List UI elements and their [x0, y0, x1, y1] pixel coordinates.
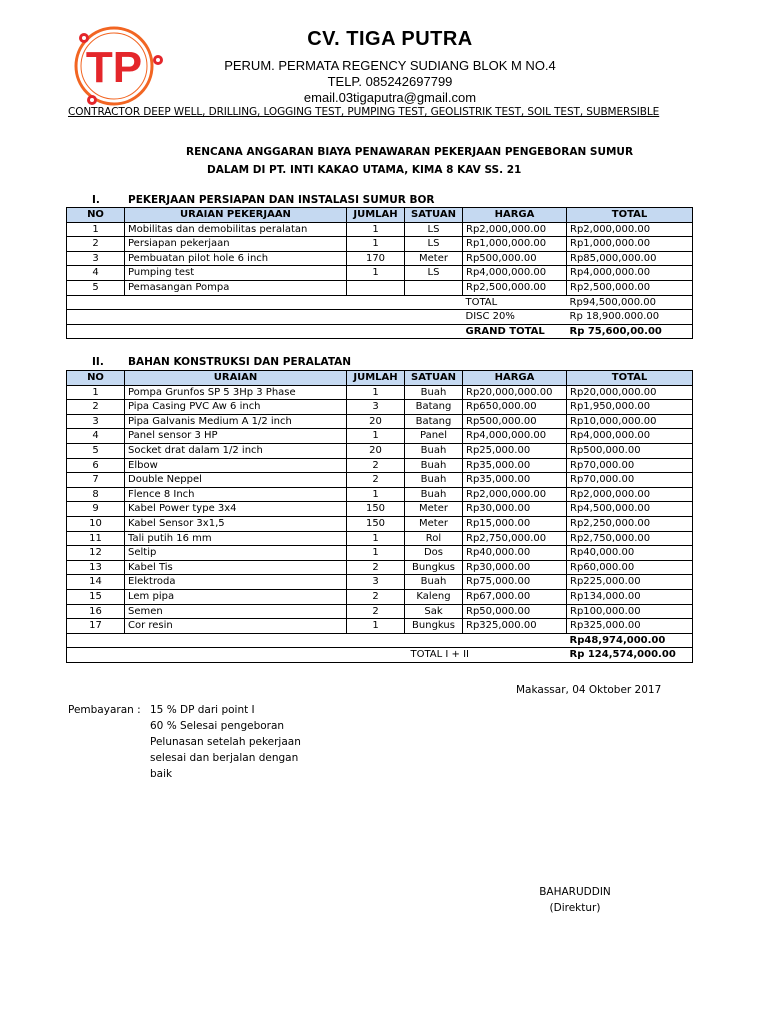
table-cell: Cor resin [125, 619, 347, 634]
table-cell: 1 [347, 487, 405, 502]
table-cell: Rp2,250,000.00 [567, 516, 693, 531]
table-cell: 9 [67, 502, 125, 517]
document-date: Makassar, 04 Oktober 2017 [516, 684, 662, 696]
table-cell: Rp20,000,000.00 [567, 385, 693, 400]
table-cell: Rp85,000,000.00 [567, 251, 693, 266]
table-cell: 1 [67, 385, 125, 400]
table-cell: 2 [347, 458, 405, 473]
section2-title: BAHAN KONSTRUKSI DAN PERALATAN [128, 356, 352, 368]
table-row [67, 619, 693, 634]
table-row [67, 251, 693, 266]
table-cell: Rp2,500,000.00 [567, 280, 693, 295]
column-header: TOTAL [567, 371, 693, 386]
table-cell: Sak [405, 604, 463, 619]
table-cell: 1 [347, 531, 405, 546]
table-row [67, 473, 693, 488]
summary-spacer [67, 310, 463, 325]
table-cell: Pipa Casing PVC Aw 6 inch [125, 400, 347, 415]
table-row [67, 400, 693, 415]
table-cell: Rp10,000,000.00 [567, 414, 693, 429]
table-cell: 20 [347, 414, 405, 429]
table-cell: 2 [67, 400, 125, 415]
table-cell: Rp100,000.00 [567, 604, 693, 619]
column-header: JUMLAH [347, 371, 405, 386]
company-phone: TELP. 085242697799 [327, 74, 453, 89]
table-cell: Rp40,000.00 [463, 546, 567, 561]
subtotal-value: Rp48,974,000.00 [567, 633, 693, 648]
table-cell: Rp2,000,000.00 [567, 222, 693, 237]
table-cell: Rp40,000.00 [567, 546, 693, 561]
table-cell: Rp500,000.00 [463, 414, 567, 429]
table-cell: 6 [67, 458, 125, 473]
table-cell: 1 [67, 222, 125, 237]
table-cell: Rp650,000.00 [463, 400, 567, 415]
table-cell: Buah [405, 385, 463, 400]
table-cell: Rp134,000.00 [567, 589, 693, 604]
table-cell: Rp2,750,000.00 [463, 531, 567, 546]
payment-line: selesai dan berjalan dengan [150, 752, 299, 764]
table-cell: Rp75,000.00 [463, 575, 567, 590]
table-cell: Seltip [125, 546, 347, 561]
table-cell: Bungkus [405, 619, 463, 634]
table-row [67, 429, 693, 444]
table-cell: Batang [405, 400, 463, 415]
table-cell: 5 [67, 443, 125, 458]
table-cell: Persiapan pekerjaan [125, 237, 347, 252]
table-cell: Rp50,000.00 [463, 604, 567, 619]
svg-text:TP: TP [85, 43, 143, 92]
table-cell: Rp70,000.00 [567, 458, 693, 473]
table-cell: Panel sensor 3 HP [125, 429, 347, 444]
column-header: HARGA [463, 371, 567, 386]
table-cell: 4 [67, 266, 125, 281]
table-row [67, 443, 693, 458]
table-cell: 170 [347, 251, 405, 266]
company-email: email.03tigaputra@gmail.com [303, 90, 477, 105]
company-name: CV. TIGA PUTRA [307, 28, 473, 50]
table-cell: Rol [405, 531, 463, 546]
table-row [67, 546, 693, 561]
section2-number: II. [92, 356, 104, 368]
table-row [67, 502, 693, 517]
payment-label: Pembayaran : [68, 704, 141, 716]
table-cell: 2 [347, 589, 405, 604]
company-logo [66, 20, 166, 110]
summary-value: Rp94,500,000.00 [567, 295, 693, 310]
table-cell: Kabel Power type 3x4 [125, 502, 347, 517]
column-header: TOTAL [567, 208, 693, 223]
table-cell: Rp35,000.00 [463, 458, 567, 473]
table-cell: 7 [67, 473, 125, 488]
table-row [67, 414, 693, 429]
table-cell: 1 [347, 266, 405, 281]
table-cell: 13 [67, 560, 125, 575]
table-cell: Rp20,000,000.00 [463, 385, 567, 400]
table-cell: Socket drat dalam 1/2 inch [125, 443, 347, 458]
table-cell: Pipa Galvanis Medium A 1/2 inch [125, 414, 347, 429]
table-row [67, 222, 693, 237]
table-cell: 10 [67, 516, 125, 531]
column-header: NO [67, 371, 125, 386]
summary-value: Rp 18,900.000.00 [567, 310, 693, 325]
signer-title: (Direktur) [549, 902, 601, 914]
table-cell: Rp4,000,000.00 [463, 429, 567, 444]
table-cell: Rp1,950,000.00 [567, 400, 693, 415]
column-header: JUMLAH [347, 208, 405, 223]
table-cell: Rp2,750,000.00 [567, 531, 693, 546]
table-cell: 8 [67, 487, 125, 502]
table-cell: Dos [405, 546, 463, 561]
table-row [67, 237, 693, 252]
column-header: URAIAN PEKERJAAN [125, 208, 347, 223]
table-cell: Rp60,000.00 [567, 560, 693, 575]
table-cell: 1 [347, 619, 405, 634]
summary-label: GRAND TOTAL [463, 324, 567, 339]
table-cell: Rp225,000.00 [567, 575, 693, 590]
payment-line: 15 % DP dari point I [150, 704, 255, 716]
table-cell: Rp30,000.00 [463, 502, 567, 517]
section1-title: PEKERJAAN PERSIAPAN DAN INSTALASI SUMUR BOR [128, 194, 435, 206]
table-cell: Rp4,000,000.00 [567, 429, 693, 444]
grand-total-spacer [67, 648, 405, 663]
summary-spacer [67, 295, 463, 310]
summary-row [67, 295, 693, 310]
document-title-line2: DALAM DI PT. INTI KAKAO UTAMA, KIMA 8 KAV SS. 21 [207, 164, 522, 176]
table-cell: Rp67,000.00 [463, 589, 567, 604]
table-cell: Rp325,000.00 [463, 619, 567, 634]
table-cell [405, 280, 463, 295]
column-header: NO [67, 208, 125, 223]
table-cell: Rp30,000.00 [463, 560, 567, 575]
table-cell: 3 [67, 414, 125, 429]
table-cell: 4 [67, 429, 125, 444]
table-cell: Rp4,000,000.00 [463, 266, 567, 281]
table-cell: Kabel Tis [125, 560, 347, 575]
table-cell: Rp2,000,000.00 [567, 487, 693, 502]
summary-row [67, 324, 693, 339]
signer-name: BAHARUDDIN [539, 886, 611, 898]
payment-line: Pelunasan setelah pekerjaan [150, 736, 301, 748]
summary-value: Rp 75,600,00.00 [567, 324, 693, 339]
table-cell: Semen [125, 604, 347, 619]
table-cell: LS [405, 222, 463, 237]
table-cell: 3 [347, 575, 405, 590]
table-cell: 2 [67, 237, 125, 252]
table-cell: 1 [347, 546, 405, 561]
table-cell: LS [405, 237, 463, 252]
table-cell: 1 [347, 237, 405, 252]
table-row [67, 560, 693, 575]
table-cell: 3 [347, 400, 405, 415]
table-cell: Meter [405, 516, 463, 531]
table-cell: Rp2,000,000.00 [463, 222, 567, 237]
table-cell: Buah [405, 487, 463, 502]
table-row [67, 280, 693, 295]
column-header: URAIAN [125, 371, 347, 386]
grand-total-label: TOTAL I + II [405, 648, 567, 663]
table-cell: Pumping test [125, 266, 347, 281]
table-cell: Pemasangan Pompa [125, 280, 347, 295]
table-cell: Buah [405, 458, 463, 473]
table-cell: Buah [405, 575, 463, 590]
table-cell: 5 [67, 280, 125, 295]
grand-total-value: Rp 124,574,000.00 [567, 648, 693, 663]
table-cell: 15 [67, 589, 125, 604]
table-cell: Rp35,000.00 [463, 473, 567, 488]
table-cell: Rp25,000.00 [463, 443, 567, 458]
table-row [67, 266, 693, 281]
column-header: SATUAN [405, 371, 463, 386]
table-cell: Rp1,000,000.00 [567, 237, 693, 252]
table-cell: Rp2,000,000.00 [463, 487, 567, 502]
company-address: PERUM. PERMATA REGENCY SUDIANG BLOK M NO.4 [224, 58, 556, 73]
table-cell: Rp70,000.00 [567, 473, 693, 488]
table-cell: 2 [347, 473, 405, 488]
table-cell: Rp15,000.00 [463, 516, 567, 531]
table-cell: Buah [405, 473, 463, 488]
subtotal-spacer [67, 633, 567, 648]
table-cell: 11 [67, 531, 125, 546]
table-cell: Flence 8 Inch [125, 487, 347, 502]
table-cell: 2 [347, 560, 405, 575]
table-cell: Pembuatan pilot hole 6 inch [125, 251, 347, 266]
table-cell: Pompa Grunfos SP 5 3Hp 3 Phase [125, 385, 347, 400]
section1-table-header [67, 208, 693, 223]
table-cell: 3 [67, 251, 125, 266]
table-cell: 20 [347, 443, 405, 458]
section1-number: I. [92, 194, 100, 206]
table-cell: Panel [405, 429, 463, 444]
contractor-line: CONTRACTOR DEEP WELL, DRILLING, LOGGING TEST, PUMPING TEST, GEOLISTRIK TEST, SOIL TEST, SUBMERSIBLE [68, 106, 660, 118]
document-title-line1: RENCANA ANGGARAN BIAYA PENAWARAN PEKERJAAN PENGEBORAN SUMUR [186, 146, 634, 158]
grand-total-row [67, 648, 693, 663]
table-cell: Elektroda [125, 575, 347, 590]
table-cell: 12 [67, 546, 125, 561]
section1-table [66, 207, 693, 339]
table-cell: 14 [67, 575, 125, 590]
table-cell: 17 [67, 619, 125, 634]
table-cell: Rp500,000.00 [567, 443, 693, 458]
table-cell: Double Neppel [125, 473, 347, 488]
payment-line: 60 % Selesai pengeboran [150, 720, 285, 732]
table-cell: 16 [67, 604, 125, 619]
table-cell: Rp4,000,000.00 [567, 266, 693, 281]
table-cell: Rp2,500,000.00 [463, 280, 567, 295]
table-cell: Rp4,500,000.00 [567, 502, 693, 517]
table-row [67, 604, 693, 619]
table-cell: Kabel Sensor 3x1,5 [125, 516, 347, 531]
column-header: HARGA [463, 208, 567, 223]
table-row [67, 458, 693, 473]
table-cell: 1 [347, 385, 405, 400]
table-cell: Meter [405, 251, 463, 266]
table-row [67, 531, 693, 546]
table-row [67, 589, 693, 604]
table-row [67, 516, 693, 531]
table-cell [347, 280, 405, 295]
table-cell: LS [405, 266, 463, 281]
table-cell: 150 [347, 516, 405, 531]
summary-spacer [67, 324, 463, 339]
summary-row [67, 310, 693, 325]
table-cell: Meter [405, 502, 463, 517]
section2-table [66, 370, 693, 663]
table-cell: Rp325,000.00 [567, 619, 693, 634]
table-cell: Rp1,000,000.00 [463, 237, 567, 252]
table-cell: Batang [405, 414, 463, 429]
summary-label: DISC 20% [463, 310, 567, 325]
table-cell: Rp500,000.00 [463, 251, 567, 266]
subtotal-row [67, 633, 693, 648]
table-cell: Lem pipa [125, 589, 347, 604]
table-cell: 2 [347, 604, 405, 619]
table-row [67, 575, 693, 590]
table-cell: Elbow [125, 458, 347, 473]
summary-label: TOTAL [463, 295, 567, 310]
table-cell: 150 [347, 502, 405, 517]
table-cell: 1 [347, 429, 405, 444]
table-row [67, 385, 693, 400]
table-cell: Tali putih 16 mm [125, 531, 347, 546]
table-row [67, 487, 693, 502]
table-cell: Kaleng [405, 589, 463, 604]
section2-table-header [67, 371, 693, 386]
table-cell: Buah [405, 443, 463, 458]
payment-line: baik [150, 768, 173, 780]
column-header: SATUAN [405, 208, 463, 223]
table-cell: 1 [347, 222, 405, 237]
table-cell: Mobilitas dan demobilitas peralatan [125, 222, 347, 237]
table-cell: Bungkus [405, 560, 463, 575]
